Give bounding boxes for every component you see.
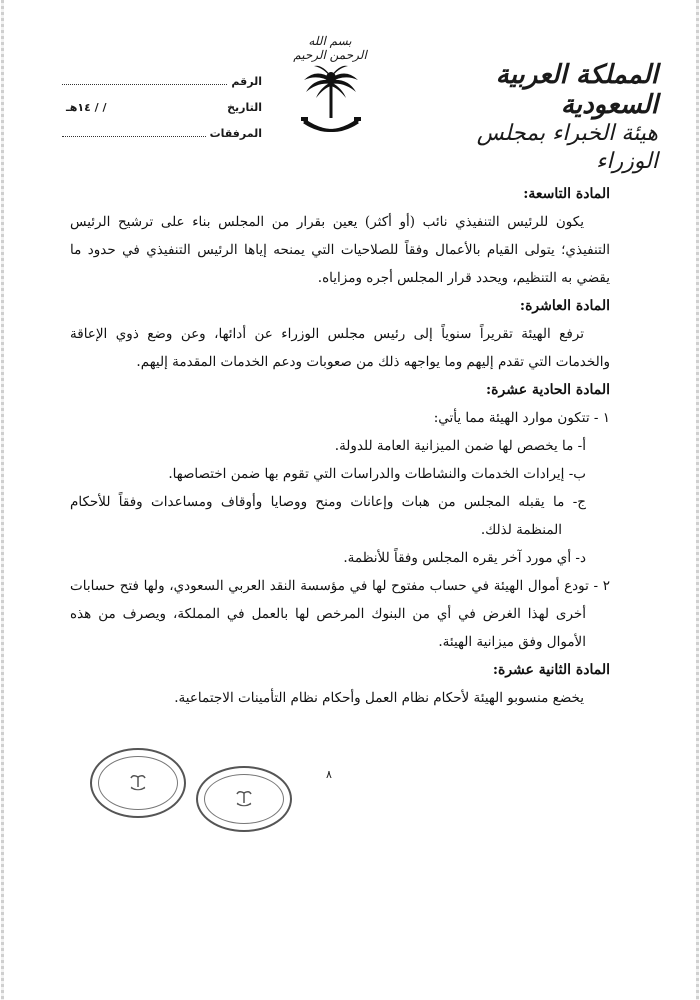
official-seal-1-icon	[90, 748, 186, 818]
article-11-title: المادة الحادية عشرة:	[486, 382, 610, 398]
attachments-row	[62, 114, 262, 140]
article-12-title: المادة الثانية عشرة:	[492, 662, 610, 678]
article-11-item-c: ج- ما يقبله المجلس من هبات وإعانات ومنح ووصايا وأوقاف ومساعدات وفقاً للأحكام المنظمة لذلك.	[70, 494, 586, 538]
article-11-item-a: أ- ما يخصص لها ضمن الميزانية العامة للدولة.	[334, 438, 586, 454]
saudi-emblem-icon	[300, 62, 362, 146]
ref-label: الرقم	[231, 75, 262, 88]
seal-2-emblem-icon	[236, 789, 252, 809]
article-11-item-2: ٢ - تودع أموال الهيئة في حساب مفتوح لها في مؤسسة النقد العربي السعودي، ولها فتح حسابات أخرى لهذا الغرض في أي من البنوك المرخص لها بالعمل في المملكة، ويصرف من هذه الأموال وفق ميزانية الهيئة.	[70, 578, 610, 650]
seal-1-emblem-icon	[130, 773, 146, 793]
attachments-label: المرفقات	[209, 127, 262, 140]
page-number: ٨	[326, 768, 332, 781]
organization-header	[418, 60, 658, 176]
date-row	[62, 88, 262, 114]
basmala-text: بسم الله الرحمن الرحيم	[293, 34, 367, 62]
official-seal-2-icon	[196, 766, 292, 832]
reference-block	[62, 62, 262, 140]
scan-edge-left	[1, 0, 4, 1000]
attachments-line	[62, 135, 206, 137]
ref-row	[62, 62, 262, 88]
scan-edge-right	[696, 0, 699, 1000]
date-label: التاريخ	[227, 101, 262, 114]
article-11-item-b: ب- إيرادات الخدمات والنشاطات والدراسات التي تقوم بها ضمن اختصاصها.	[168, 466, 586, 482]
article-10-text: ترفع الهيئة تقريراً سنوياً إلى رئيس مجلس الوزراء عن أدائها، وعن وضع ذوي الإعاقة والخدمات التي تقدم إليهم وما يواجهه ذلك من صعوبات ودعم الخدمات المقدمة إليهم.	[70, 326, 610, 370]
article-10-title: المادة العاشرة:	[519, 298, 610, 314]
org-name-line2: هيئة الخبراء بمجلس الوزراء	[476, 121, 658, 174]
article-11-item-d: د- أي مورد آخر يقره المجلس وفقاً للأنظمة.	[343, 550, 586, 566]
article-11-item-1: ١ - تتكون موارد الهيئة مما يأتي:	[433, 410, 610, 426]
article-9-text: يكون للرئيس التنفيذي نائب (أو أكثر) يعين بقرار من المجلس بناء على ترشيح الرئيس التنفيذي؛ يتولى القيام بالأعمال وفقاً للصلاحيات التي يمنحه إياها الرئيس التنفيذي في حدود ما يقضي به التنظيم، ويحدد قرار المجلس أجره ومزاياه.	[70, 214, 610, 286]
article-9-title: المادة التاسعة:	[523, 186, 610, 202]
article-12-text: يخضع منسوبو الهيئة لأحكام نظام العمل وأحكام نظام التأمينات الاجتماعية.	[174, 690, 584, 706]
date-value: / / ١٤هـ	[66, 101, 107, 114]
org-name-line1: المملكة العربية السعودية	[495, 60, 658, 120]
document-body	[70, 180, 610, 712]
ref-line	[62, 83, 227, 85]
